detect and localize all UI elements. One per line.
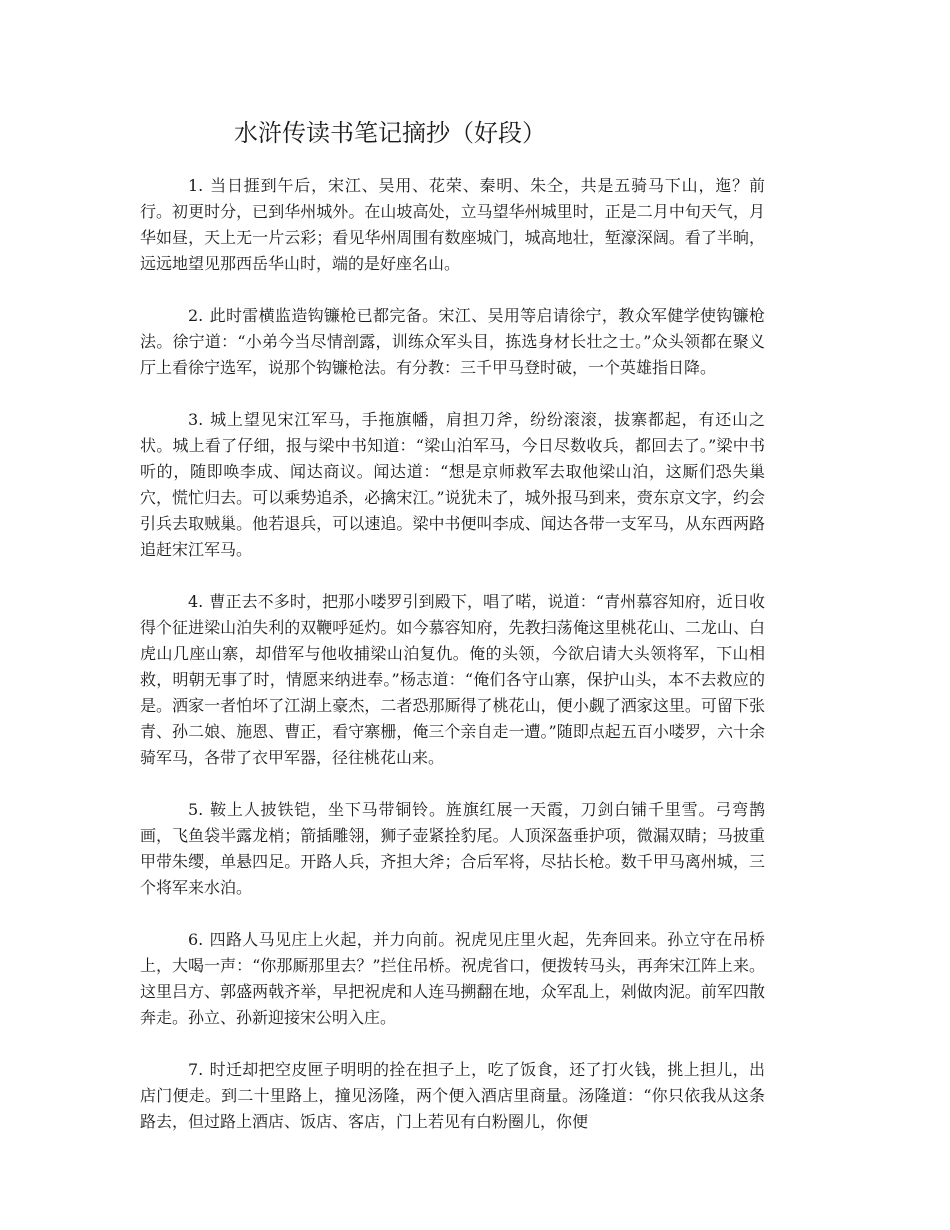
paragraph-text: 曹正去不多时，把那小喽罗引到殿下，唱了喏，说道：“青州慕容知府，近日收得个征进梁山泊失利的双鞭呼延灼。如今慕容知府，先教扫荡俺这里桃花山、二龙山、白虎山几座山寨，却借军与他收捕梁山泊复仇。俺的头领，今欲启请大头领将军，下山相救，明朝无事了时，情愿来纳进奉。”杨志道：“俺们各守山寨，保护山头，本不去救应的是。洒家一者怕坏了江湖上豪杰，二者恐那厮得了桃花山，便小觑了洒家这里。可留下张青、孙二娘、施恩、曹正，看守寨栅，俺三个亲自走一遭。”随即点起五百小喽罗，六十余骑军马，各带了衣甲军器，径往桃花山来。 [140,592,765,767]
paragraph-text: 鞍上人披铁铠，坐下马带铜铃。旌旗红展一天霞，刀剑白铺千里雪。弓弯鹊画，飞鱼袋半露龙梢；箭插雕翎，狮子壶紧拴豹尾。人顶深盔垂护项，微漏双睛；马披重甲带朱缨，单悬四足。开路人兵，齐担大斧；合后军将，尽拈长枪。数千甲马离州城，三个将军来水泊。 [140,800,765,897]
paragraph-7 [140,1057,765,1135]
paragraph-text: 当日捱到午后，宋江、吴用、花荣、秦明、朱仝，共是五骑马下山，迤？前行。初更时分，已到华州城外。在山坡高处，立马望华州城里时，正是二月中旬天气，月华如昼，天上无一片云彩；看见华州周围有数座城门，城高地壮，堑濠深阔。看了半晌，远远地望见那西岳华山时，端的是好座名山。 [140,176,765,273]
paragraph-1 [140,173,765,277]
paragraph-number: 7. [188,1060,204,1079]
document-body [140,173,765,1161]
paragraph-2 [140,303,765,381]
paragraph-number: 1. [188,176,204,195]
paragraph-text: 城上望见宋江军马，手拖旗幡，肩担刀斧，纷纷滚滚，拔寨都起，有还山之状。城上看了仔细，报与梁中书知道：“梁山泊军马，今日尽数收兵，都回去了。”梁中书听的，随即唤李成、闻达商议。闻达道：“想是京师救军去取他梁山泊，这厮们恐失巢穴，慌忙归去。可以乘势追杀，必擒宋江。”说犹未了，城外报马到来，赍东京文字，约会引兵去取贼巢。他若退兵，可以速追。梁中书便叫李成、闻达各带一支军马，从东西两路追赶宋江军马。 [140,410,765,559]
paragraph-5 [140,797,765,901]
paragraph-3 [140,407,765,563]
paragraph-4 [140,589,765,771]
paragraph-number: 5. [188,800,204,819]
paragraph-number: 4. [188,592,204,611]
paragraph-text: 四路人马见庄上火起，并力向前。祝虎见庄里火起，先奔回来。孙立守在吊桥上，大喝一声：“你那厮那里去？”拦住吊桥。祝虎省口，便拨转马头，再奔宋江阵上来。这里吕方、郭盛两戟齐举，早把祝虎和人连马搠翻在地，众军乱上，剁做肉泥。前军四散奔走。孙立、孙新迎接宋公明入庄。 [140,930,765,1027]
paragraph-number: 2. [188,306,204,325]
paragraph-6 [140,927,765,1031]
document-title: 水浒传读书笔记摘抄（好段） [234,119,546,147]
paragraph-text: 此时雷横监造钩镰枪已都完备。宋江、吴用等启请徐宁，教众军健学使钩镰枪法。徐宁道：“小弟今当尽情剖露，训练众军头目，拣选身材长壮之士。”众头领都在聚义厅上看徐宁选军，说那个钩镰枪法。有分教：三千甲马登时破，一个英雄指日降。 [140,306,765,377]
paragraph-text: 时迁却把空皮匣子明明的拴在担子上，吃了饭食，还了打火钱，挑上担儿，出店门便走。到二十里路上，撞见汤隆，两个便入酒店里商量。汤隆道：“你只依我从这条路去，但过路上酒店、饭店、客店，门上若见有白粉圈儿，你便 [140,1060,765,1131]
paragraph-number: 3. [188,410,204,429]
paragraph-number: 6. [188,930,204,949]
